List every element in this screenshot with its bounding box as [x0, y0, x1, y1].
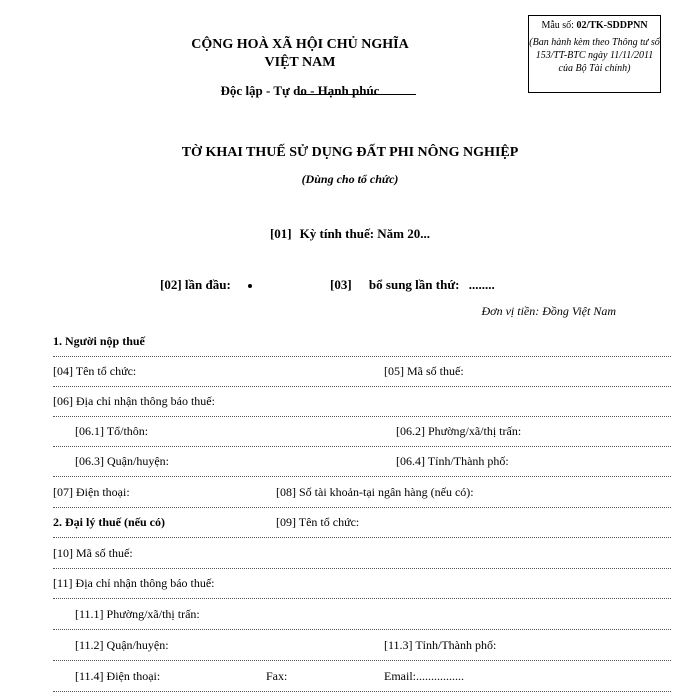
supplement-value[interactable]: ........ — [468, 277, 495, 292]
agent-district-field[interactable]: [11.2] Quận/huyện: — [75, 638, 169, 652]
agent-phone-field[interactable]: [11.4] Điện thoại: — [75, 669, 161, 683]
hamlet-ward-row — [53, 416, 671, 447]
first-time-checkbox[interactable] — [248, 284, 252, 288]
section2-heading-row — [53, 507, 671, 538]
form-number-box — [528, 15, 661, 93]
district-province-row — [53, 446, 671, 477]
agent-tax-code-row — [53, 538, 671, 569]
org-row — [53, 356, 671, 387]
supplement-label: bổ sung lần thứ: — [368, 277, 460, 292]
tax-period-code: [01] — [269, 226, 292, 241]
form-issuance-note — [529, 36, 660, 75]
agent-ward-field[interactable]: [11.1] Phường/xã/thị trấn: — [75, 607, 200, 621]
tax-code-field[interactable]: [05] Mã số thuế: — [384, 364, 464, 378]
national-header — [180, 36, 420, 100]
form-number-label: Mẫu số: — [541, 20, 574, 31]
agent-district-province-row — [53, 630, 671, 661]
agent-contact-row — [53, 661, 671, 692]
agent-org-name-field[interactable]: [09] Tên tổ chức: — [276, 515, 360, 529]
phone-field[interactable]: [07] Điện thoại: — [53, 485, 130, 499]
address-row — [53, 386, 671, 417]
first-time-code: [02] — [160, 277, 182, 292]
section1-heading-row — [53, 326, 671, 357]
tax-period-text: Kỳ tính thuế: Năm 20... — [299, 226, 431, 241]
header-divider — [298, 94, 416, 95]
currency-unit: Đơn vị tiền: Đồng Việt Nam — [481, 304, 616, 318]
ward-field[interactable]: [06.2] Phường/xã/thị trấn: — [396, 424, 522, 438]
phone-bank-row — [53, 477, 671, 508]
agent-fax-field[interactable]: Fax: — [266, 669, 288, 683]
form-subtitle: (Dùng cho tổ chức) — [301, 172, 399, 186]
district-field[interactable]: [06.3] Quận/huyện: — [75, 454, 169, 468]
tax-period — [0, 226, 700, 242]
form-number-code: 02/TK-SDDPNN — [576, 20, 648, 31]
first-time-label: lần đầu: — [184, 277, 231, 292]
form-note-line: của Bộ Tài chính) — [558, 63, 631, 74]
agent-email-field[interactable]: Email:................ — [384, 669, 464, 683]
form-title: TỜ KHAI THUẾ SỬ DỤNG ĐẤT PHI NÔNG NGHIỆP — [181, 145, 519, 160]
section2-heading: 2. Đại lý thuế (nếu có) — [53, 515, 165, 529]
form-note-line: 153/TT-BTC ngày 11/11/2011 — [535, 50, 654, 61]
province-field[interactable]: [06.4] Tỉnh/Thành phố: — [396, 454, 509, 468]
form-note-line: (Ban hành kèm theo Thông tư số — [529, 37, 660, 48]
agent-tax-code-field[interactable]: [10] Mã số thuế: — [53, 546, 133, 560]
agent-ward-row — [53, 599, 671, 630]
supplement-field — [330, 277, 495, 293]
agent-address-row — [53, 568, 671, 599]
country-name: CỘNG HOÀ XÃ HỘI CHỦ NGHĨA VIỆT NAM — [191, 37, 409, 70]
org-name-field[interactable]: [04] Tên tổ chức: — [53, 364, 137, 378]
supplement-code: [03] — [330, 277, 352, 292]
address-field[interactable]: [06] Địa chỉ nhận thông báo thuế: — [53, 394, 215, 408]
bank-account-field[interactable]: [08] Số tài khoản-tại ngân hàng (nếu có): — [276, 485, 474, 499]
hamlet-field[interactable]: [06.1] Tổ/thôn: — [75, 424, 149, 438]
agent-province-field[interactable]: [11.3] Tỉnh/Thành phố: — [384, 638, 497, 652]
national-motto: Độc lập - Tự do - Hạnh phúc — [220, 83, 380, 98]
first-time-field — [160, 277, 252, 293]
agent-address-field[interactable]: [11] Địa chỉ nhận thông báo thuế: — [53, 576, 215, 590]
section1-heading: 1. Người nộp thuế — [53, 334, 145, 348]
